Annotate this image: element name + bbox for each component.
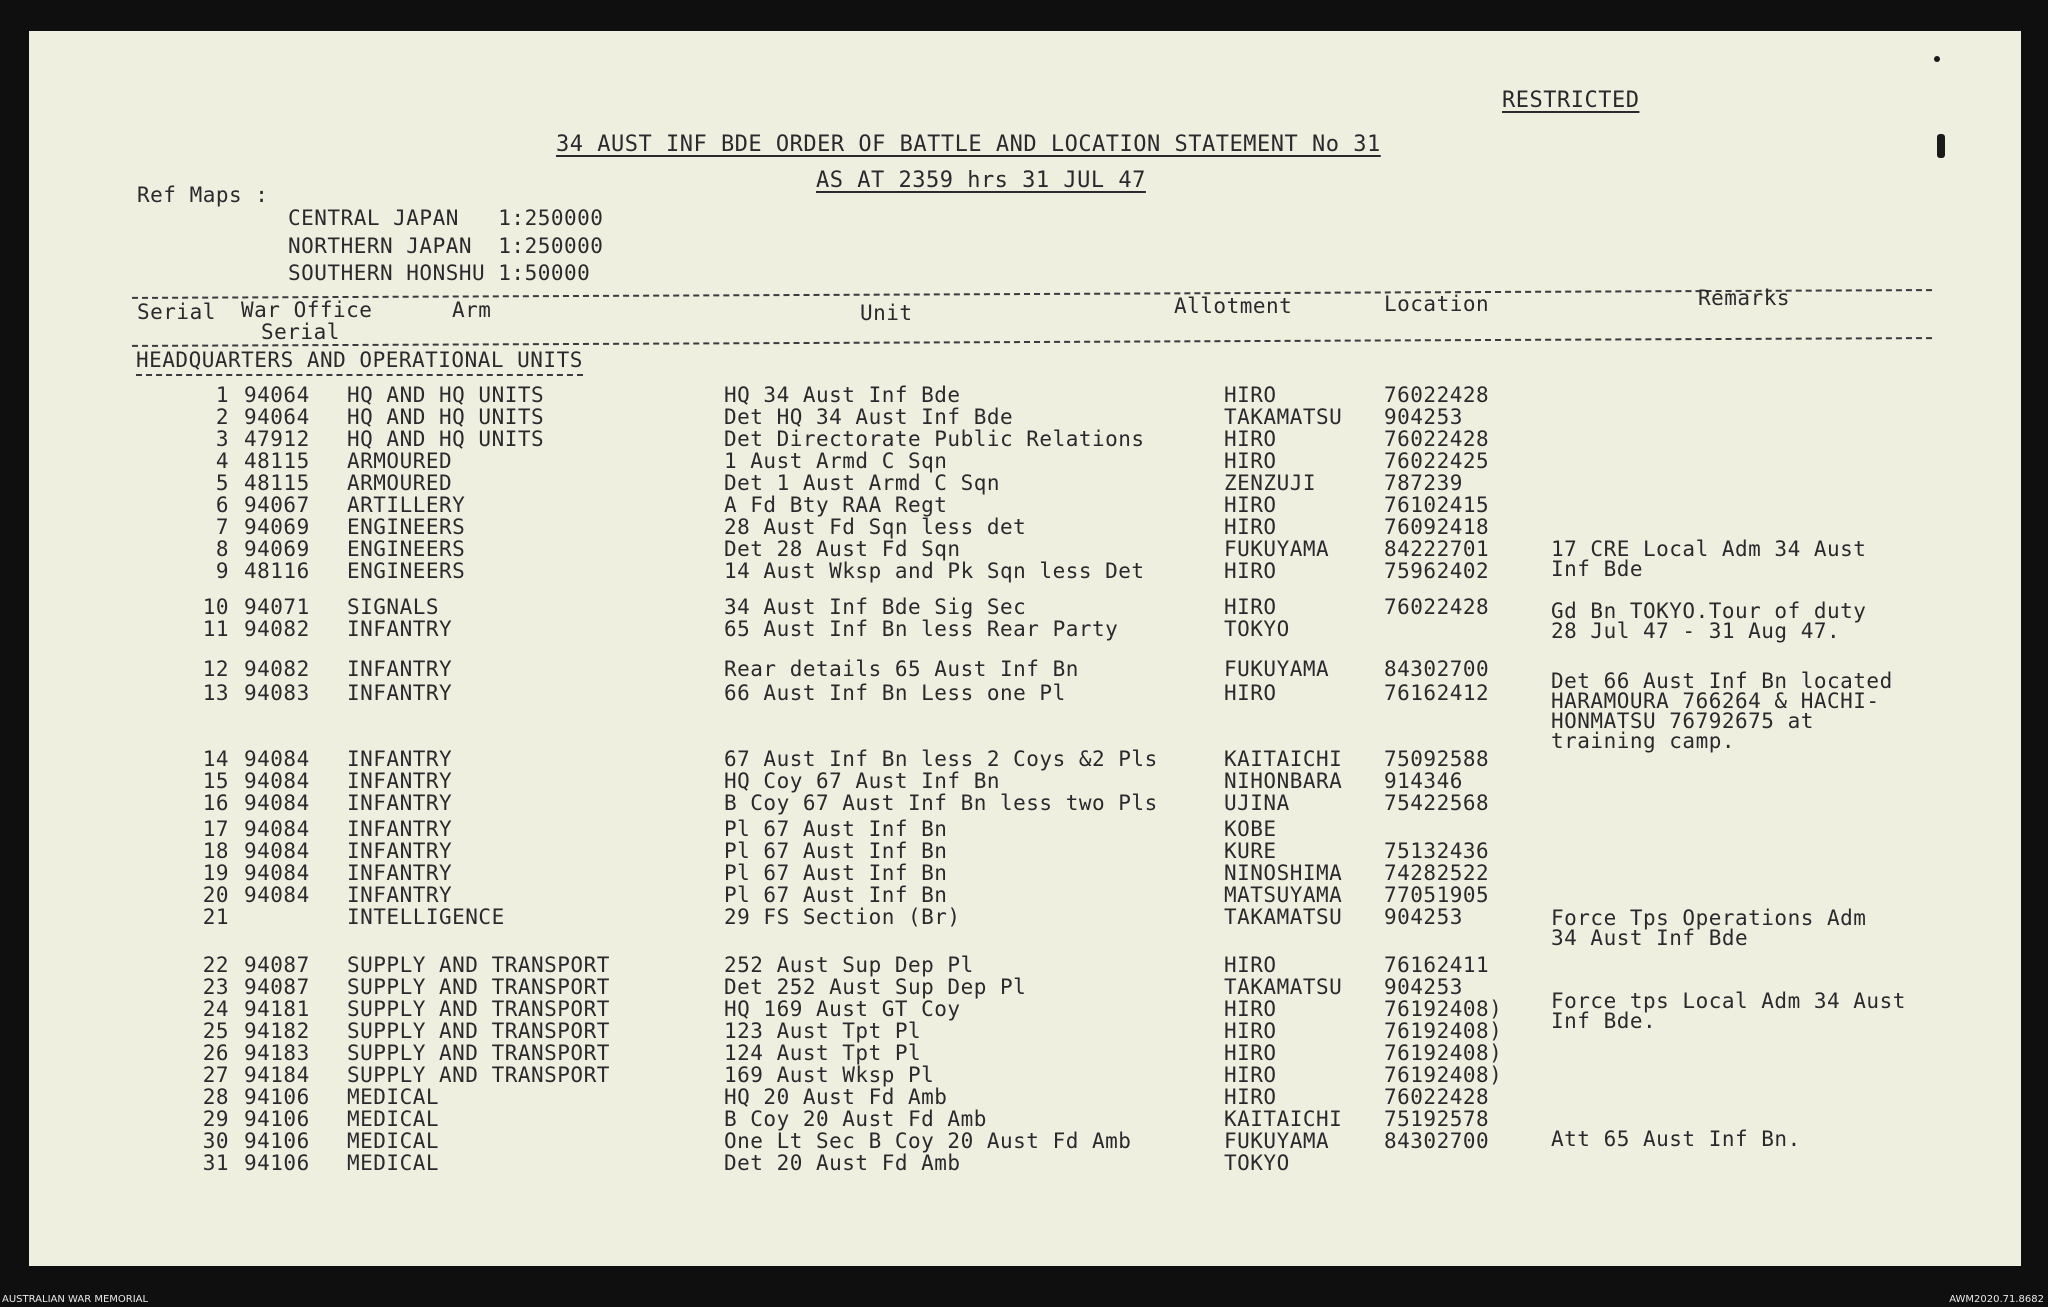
location-cell: 76192408) bbox=[1384, 997, 1503, 1021]
war-office-serial-cell: 47912 bbox=[244, 427, 310, 451]
allotment-cell: TOKYO bbox=[1224, 1151, 1290, 1175]
unit-cell: HQ 169 Aust GT Coy bbox=[724, 997, 961, 1021]
location-cell: 76192408) bbox=[1384, 1063, 1503, 1087]
unit-cell: One Lt Sec B Coy 20 Aust Fd Amb bbox=[724, 1129, 1132, 1153]
location-cell: 76162411 bbox=[1384, 953, 1490, 977]
arm-cell: SUPPLY AND TRANSPORT bbox=[347, 1041, 610, 1065]
serial-cell: 18 bbox=[202, 839, 229, 863]
punch-mark bbox=[1937, 134, 1945, 158]
remark-serial-30: Att 65 Aust Inf Bn. bbox=[1551, 1127, 1801, 1151]
location-cell: 904253 bbox=[1384, 905, 1463, 929]
war-office-serial-cell: 94087 bbox=[244, 975, 310, 999]
serial-cell: 21 bbox=[202, 905, 229, 929]
arm-cell: ARMOURED bbox=[347, 471, 453, 495]
arm-cell: MEDICAL bbox=[347, 1107, 440, 1131]
serial-cell: 2 bbox=[215, 405, 229, 429]
unit-cell: Det HQ 34 Aust Inf Bde bbox=[724, 405, 1014, 429]
allotment-cell: HIRO bbox=[1224, 1085, 1277, 1109]
arm-cell: INFANTRY bbox=[347, 681, 453, 705]
location-cell: 76192408) bbox=[1384, 1019, 1503, 1043]
serial-cell: 24 bbox=[202, 997, 229, 1021]
remark-serial-24: Force tps Local Adm 34 Aust Inf Bde. bbox=[1551, 989, 1906, 1033]
war-office-serial-cell: 94067 bbox=[244, 493, 310, 517]
arm-cell: HQ AND HQ UNITS bbox=[347, 383, 545, 407]
serial-cell: 5 bbox=[215, 471, 229, 495]
unit-cell: 124 Aust Tpt Pl bbox=[724, 1041, 922, 1065]
war-office-serial-cell: 94084 bbox=[244, 883, 310, 907]
war-office-serial-cell: 48116 bbox=[244, 559, 310, 583]
location-cell: 76022428 bbox=[1384, 595, 1490, 619]
archive-credit: AUSTRALIAN WAR MEMORIAL bbox=[2, 1294, 149, 1305]
war-office-serial-cell: 94082 bbox=[244, 657, 310, 681]
location-cell: 74282522 bbox=[1384, 861, 1490, 885]
unit-cell: Pl 67 Aust Inf Bn bbox=[724, 883, 948, 907]
serial-cell: 29 bbox=[202, 1107, 229, 1131]
header-rule-bottom bbox=[132, 337, 1932, 347]
arm-cell: MEDICAL bbox=[347, 1085, 440, 1109]
serial-cell: 15 bbox=[202, 769, 229, 793]
location-cell: 76102415 bbox=[1384, 493, 1490, 517]
allotment-cell: HIRO bbox=[1224, 595, 1277, 619]
unit-cell: 169 Aust Wksp Pl bbox=[724, 1063, 935, 1087]
table-row bbox=[29, 840, 2021, 863]
table-row bbox=[29, 954, 2021, 977]
arm-cell: INFANTRY bbox=[347, 839, 453, 863]
col-arm: Arm bbox=[452, 298, 492, 322]
unit-cell: HQ 20 Aust Fd Amb bbox=[724, 1085, 948, 1109]
unit-cell: Det Directorate Public Relations bbox=[724, 427, 1145, 451]
document-subtitle: AS AT 2359 hrs 31 JUL 47 bbox=[816, 168, 1146, 193]
allotment-cell: HIRO bbox=[1224, 515, 1277, 539]
arm-cell: SUPPLY AND TRANSPORT bbox=[347, 997, 610, 1021]
unit-cell: HQ Coy 67 Aust Inf Bn bbox=[724, 769, 1001, 793]
serial-cell: 9 bbox=[215, 559, 229, 583]
location-cell: 75962402 bbox=[1384, 559, 1490, 583]
arm-cell: SUPPLY AND TRANSPORT bbox=[347, 1063, 610, 1087]
ref-map-item: CENTRAL JAPAN 1:250000 bbox=[288, 206, 604, 230]
unit-cell: 14 Aust Wksp and Pk Sqn less Det bbox=[724, 559, 1145, 583]
unit-cell: B Coy 20 Aust Fd Amb bbox=[724, 1107, 987, 1131]
allotment-cell: KURE bbox=[1224, 839, 1277, 863]
unit-cell: Det 20 Aust Fd Amb bbox=[724, 1151, 961, 1175]
unit-cell: HQ 34 Aust Inf Bde bbox=[724, 383, 961, 407]
location-cell: 76192408) bbox=[1384, 1041, 1503, 1065]
war-office-serial-cell: 94087 bbox=[244, 953, 310, 977]
unit-cell: Pl 67 Aust Inf Bn bbox=[724, 817, 948, 841]
location-cell: 77051905 bbox=[1384, 883, 1490, 907]
table-row bbox=[29, 1086, 2021, 1109]
allotment-cell: TAKAMATSU bbox=[1224, 905, 1343, 929]
header-rule-top bbox=[132, 289, 1932, 299]
unit-cell: Det 252 Aust Sup Dep Pl bbox=[724, 975, 1027, 999]
serial-cell: 1 bbox=[215, 383, 229, 407]
allotment-cell: NINOSHIMA bbox=[1224, 861, 1343, 885]
section-heading: HEADQUARTERS AND OPERATIONAL UNITS bbox=[136, 349, 583, 376]
allotment-cell: HIRO bbox=[1224, 1063, 1277, 1087]
war-office-serial-cell: 94084 bbox=[244, 839, 310, 863]
allotment-cell: HIRO bbox=[1224, 383, 1277, 407]
war-office-serial-cell: 48115 bbox=[244, 449, 310, 473]
remark-serial-11: Gd Bn TOKYO.Tour of duty 28 Jul 47 - 31 Aug 47. bbox=[1551, 599, 1867, 643]
war-office-serial-cell: 94183 bbox=[244, 1041, 310, 1065]
allotment-cell: HIRO bbox=[1224, 1041, 1277, 1065]
col-unit: Unit bbox=[860, 301, 913, 325]
arm-cell: INFANTRY bbox=[347, 617, 453, 641]
serial-cell: 31 bbox=[202, 1151, 229, 1175]
archive-reference: AWM2020.71.8682 bbox=[1949, 1294, 2044, 1305]
serial-cell: 26 bbox=[202, 1041, 229, 1065]
allotment-cell: HIRO bbox=[1224, 493, 1277, 517]
allotment-cell: FUKUYAMA bbox=[1224, 657, 1330, 681]
serial-cell: 14 bbox=[202, 747, 229, 771]
arm-cell: INFANTRY bbox=[347, 657, 453, 681]
allotment-cell: KOBE bbox=[1224, 817, 1277, 841]
serial-cell: 7 bbox=[215, 515, 229, 539]
unit-cell: 1 Aust Armd C Sqn bbox=[724, 449, 948, 473]
serial-cell: 16 bbox=[202, 791, 229, 815]
arm-cell: HQ AND HQ UNITS bbox=[347, 405, 545, 429]
war-office-serial-cell: 94184 bbox=[244, 1063, 310, 1087]
col-location: Location bbox=[1384, 292, 1490, 316]
allotment-cell: TAKAMATSU bbox=[1224, 405, 1343, 429]
war-office-serial-cell: 94084 bbox=[244, 747, 310, 771]
war-office-serial-cell: 94071 bbox=[244, 595, 310, 619]
serial-cell: 17 bbox=[202, 817, 229, 841]
location-cell: 76022428 bbox=[1384, 1085, 1490, 1109]
location-cell: 904253 bbox=[1384, 975, 1463, 999]
war-office-serial-cell: 94084 bbox=[244, 817, 310, 841]
unit-cell: 28 Aust Fd Sqn less det bbox=[724, 515, 1027, 539]
table-row bbox=[29, 384, 2021, 407]
allotment-cell: NIHONBARA bbox=[1224, 769, 1343, 793]
allotment-cell: KAITAICHI bbox=[1224, 747, 1343, 771]
war-office-serial-cell: 94106 bbox=[244, 1151, 310, 1175]
arm-cell: INFANTRY bbox=[347, 861, 453, 885]
serial-cell: 4 bbox=[215, 449, 229, 473]
table-row bbox=[29, 428, 2021, 451]
war-office-serial-cell: 94182 bbox=[244, 1019, 310, 1043]
war-office-serial-cell: 94082 bbox=[244, 617, 310, 641]
ref-map-item: NORTHERN JAPAN 1:250000 bbox=[288, 234, 604, 258]
unit-cell: B Coy 67 Aust Inf Bn less two Pls bbox=[724, 791, 1158, 815]
serial-cell: 20 bbox=[202, 883, 229, 907]
arm-cell: INFANTRY bbox=[347, 883, 453, 907]
arm-cell: SIGNALS bbox=[347, 595, 440, 619]
unit-cell: Det 1 Aust Armd C Sqn bbox=[724, 471, 1001, 495]
ref-maps-label: Ref Maps : bbox=[137, 183, 269, 207]
serial-cell: 19 bbox=[202, 861, 229, 885]
serial-cell: 27 bbox=[202, 1063, 229, 1087]
col-allotment: Allotment bbox=[1174, 294, 1293, 318]
unit-cell: A Fd Bty RAA Regt bbox=[724, 493, 948, 517]
location-cell: 75092588 bbox=[1384, 747, 1490, 771]
unit-cell: Pl 67 Aust Inf Bn bbox=[724, 861, 948, 885]
location-cell: 76022425 bbox=[1384, 449, 1490, 473]
location-cell: 914346 bbox=[1384, 769, 1463, 793]
table-row bbox=[29, 1064, 2021, 1087]
allotment-cell: HIRO bbox=[1224, 681, 1277, 705]
war-office-serial-cell: 94069 bbox=[244, 515, 310, 539]
arm-cell: INTELLIGENCE bbox=[347, 905, 505, 929]
war-office-serial-cell: 94106 bbox=[244, 1085, 310, 1109]
unit-cell: Det 28 Aust Fd Sqn bbox=[724, 537, 961, 561]
table-row bbox=[29, 494, 2021, 517]
serial-cell: 22 bbox=[202, 953, 229, 977]
war-office-serial-cell: 94064 bbox=[244, 383, 310, 407]
war-office-serial-cell: 94181 bbox=[244, 997, 310, 1021]
arm-cell: INFANTRY bbox=[347, 791, 453, 815]
serial-cell: 8 bbox=[215, 537, 229, 561]
table-row bbox=[29, 770, 2021, 793]
remark-serial-21: Force Tps Operations Adm 34 Aust Inf Bde bbox=[1551, 906, 1867, 950]
location-cell: 75192578 bbox=[1384, 1107, 1490, 1131]
arm-cell: SUPPLY AND TRANSPORT bbox=[347, 975, 610, 999]
col-remarks: Remarks bbox=[1698, 286, 1791, 310]
table-row bbox=[29, 472, 2021, 495]
arm-cell: HQ AND HQ UNITS bbox=[347, 427, 545, 451]
location-cell: 84302700 bbox=[1384, 1129, 1490, 1153]
war-office-serial-cell: 94084 bbox=[244, 861, 310, 885]
allotment-cell: HIRO bbox=[1224, 1019, 1277, 1043]
war-office-serial-cell: 94106 bbox=[244, 1107, 310, 1131]
allotment-cell: HIRO bbox=[1224, 449, 1277, 473]
document-page bbox=[29, 31, 2021, 1266]
serial-cell: 3 bbox=[215, 427, 229, 451]
arm-cell: ENGINEERS bbox=[347, 537, 466, 561]
serial-cell: 13 bbox=[202, 681, 229, 705]
allotment-cell: HIRO bbox=[1224, 427, 1277, 451]
location-cell: 904253 bbox=[1384, 405, 1463, 429]
allotment-cell: HIRO bbox=[1224, 997, 1277, 1021]
location-cell: 76022428 bbox=[1384, 383, 1490, 407]
unit-cell: 67 Aust Inf Bn less 2 Coys &2 Pls bbox=[724, 747, 1158, 771]
serial-cell: 25 bbox=[202, 1019, 229, 1043]
serial-cell: 11 bbox=[202, 617, 229, 641]
table-row bbox=[29, 516, 2021, 539]
allotment-cell: KAITAICHI bbox=[1224, 1107, 1343, 1131]
col-war-office: War Office bbox=[241, 298, 373, 322]
allotment-cell: HIRO bbox=[1224, 953, 1277, 977]
location-cell: 84302700 bbox=[1384, 657, 1490, 681]
serial-cell: 30 bbox=[202, 1129, 229, 1153]
table-row bbox=[29, 406, 2021, 429]
arm-cell: ARMOURED bbox=[347, 449, 453, 473]
allotment-cell: TOKYO bbox=[1224, 617, 1290, 641]
serial-cell: 28 bbox=[202, 1085, 229, 1109]
unit-cell: 65 Aust Inf Bn less Rear Party bbox=[724, 617, 1119, 641]
allotment-cell: TAKAMATSU bbox=[1224, 975, 1343, 999]
arm-cell: ENGINEERS bbox=[347, 559, 466, 583]
war-office-serial-cell: 94069 bbox=[244, 537, 310, 561]
remark-serial-13: Det 66 Aust Inf Bn located HARAMOURA 766264 & HACHI- HONMATSU 76792675 at training camp. bbox=[1551, 669, 1893, 753]
arm-cell: SUPPLY AND TRANSPORT bbox=[347, 1019, 610, 1043]
war-office-serial-cell: 94084 bbox=[244, 791, 310, 815]
unit-cell: 123 Aust Tpt Pl bbox=[724, 1019, 922, 1043]
war-office-serial-cell: 94083 bbox=[244, 681, 310, 705]
arm-cell: INFANTRY bbox=[347, 817, 453, 841]
war-office-serial-cell: 94064 bbox=[244, 405, 310, 429]
location-cell: 75422568 bbox=[1384, 791, 1490, 815]
allotment-cell: FUKUYAMA bbox=[1224, 1129, 1330, 1153]
arm-cell: ENGINEERS bbox=[347, 515, 466, 539]
unit-cell: 34 Aust Inf Bde Sig Sec bbox=[724, 595, 1027, 619]
col-war-office-serial: Serial bbox=[261, 320, 340, 344]
location-cell: 76022428 bbox=[1384, 427, 1490, 451]
ink-dot bbox=[1934, 56, 1940, 62]
table-row bbox=[29, 884, 2021, 907]
unit-cell: 252 Aust Sup Dep Pl bbox=[724, 953, 974, 977]
war-office-serial-cell: 94084 bbox=[244, 769, 310, 793]
allotment-cell: UJINA bbox=[1224, 791, 1290, 815]
table-row bbox=[29, 818, 2021, 841]
war-office-serial-cell: 94106 bbox=[244, 1129, 310, 1153]
location-cell: 84222701 bbox=[1384, 537, 1490, 561]
table-row bbox=[29, 862, 2021, 885]
document-title: 34 AUST INF BDE ORDER OF BATTLE AND LOCATION STATEMENT No 31 bbox=[556, 132, 1381, 157]
remark-serial-9: 17 CRE Local Adm 34 Aust Inf Bde bbox=[1551, 537, 1867, 581]
table-row bbox=[29, 450, 2021, 473]
arm-cell: SUPPLY AND TRANSPORT bbox=[347, 953, 610, 977]
serial-cell: 23 bbox=[202, 975, 229, 999]
arm-cell: INFANTRY bbox=[347, 747, 453, 771]
location-cell: 76092418 bbox=[1384, 515, 1490, 539]
arm-cell: INFANTRY bbox=[347, 769, 453, 793]
unit-cell: 29 FS Section (Br) bbox=[724, 905, 961, 929]
classification-label: RESTRICTED bbox=[1502, 88, 1640, 113]
arm-cell: MEDICAL bbox=[347, 1129, 440, 1153]
unit-cell: 66 Aust Inf Bn Less one Pl bbox=[724, 681, 1066, 705]
unit-cell: Pl 67 Aust Inf Bn bbox=[724, 839, 948, 863]
table-row bbox=[29, 1152, 2021, 1175]
serial-cell: 12 bbox=[202, 657, 229, 681]
allotment-cell: FUKUYAMA bbox=[1224, 537, 1330, 561]
ref-map-item: SOUTHERN HONSHU 1:50000 bbox=[288, 261, 591, 285]
war-office-serial-cell: 48115 bbox=[244, 471, 310, 495]
col-serial: Serial bbox=[137, 300, 216, 324]
unit-cell: Rear details 65 Aust Inf Bn bbox=[724, 657, 1079, 681]
table-row bbox=[29, 792, 2021, 815]
serial-cell: 6 bbox=[215, 493, 229, 517]
location-cell: 787239 bbox=[1384, 471, 1463, 495]
arm-cell: MEDICAL bbox=[347, 1151, 440, 1175]
serial-cell: 10 bbox=[202, 595, 229, 619]
table-row bbox=[29, 1042, 2021, 1065]
allotment-cell: ZENZUJI bbox=[1224, 471, 1317, 495]
allotment-cell: MATSUYAMA bbox=[1224, 883, 1343, 907]
location-cell: 76162412 bbox=[1384, 681, 1490, 705]
allotment-cell: HIRO bbox=[1224, 559, 1277, 583]
location-cell: 75132436 bbox=[1384, 839, 1490, 863]
arm-cell: ARTILLERY bbox=[347, 493, 466, 517]
